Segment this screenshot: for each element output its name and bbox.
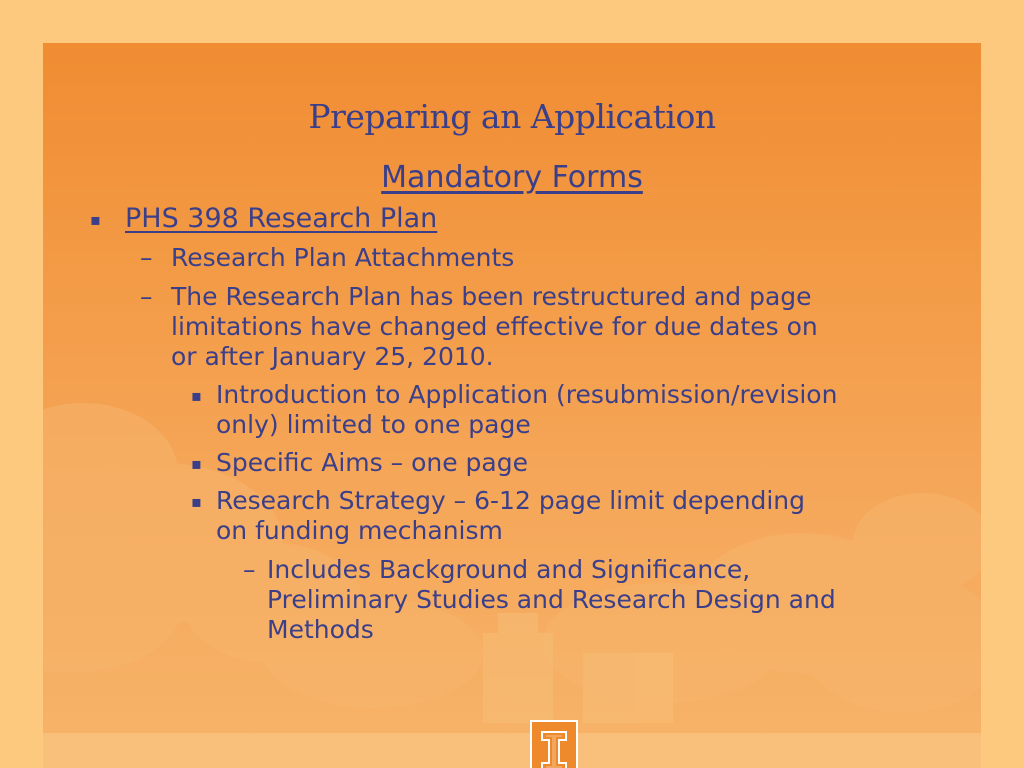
dash-bullet-icon: – [140, 282, 153, 311]
bullet-l1: PHS 398 Research Plan [125, 203, 438, 234]
square-bullet-icon: ▪ [191, 386, 202, 405]
bullet-l4-continued: Preliminary Studies and Research Design and [267, 585, 836, 614]
bullet-l4: Includes Background and Significance, [267, 555, 751, 584]
dash-bullet-icon: – [243, 555, 256, 584]
square-bullet-icon: ▪ [191, 454, 202, 473]
slide-title: Preparing an Application [308, 97, 716, 136]
bullet-l3-continued: only) limited to one page [216, 410, 531, 439]
bullet-l3: Introduction to Application (resubmission/revision [216, 380, 838, 409]
bullet-l4-continued: Methods [267, 615, 374, 644]
square-bullet-icon: ▪ [90, 210, 101, 229]
bullet-l2-continued: or after January 25, 2010. [171, 342, 494, 371]
dash-bullet-icon: – [140, 243, 153, 272]
bullet-l2: The Research Plan has been restructured and page [171, 282, 812, 311]
bullet-l2-continued: limitations have changed effective for due dates on [171, 312, 818, 341]
bullet-l2: Research Plan Attachments [171, 243, 515, 272]
section-heading: Mandatory Forms [381, 160, 643, 195]
bullet-l3: Specific Aims – one page [216, 448, 528, 477]
square-bullet-icon: ▪ [191, 492, 202, 511]
bullet-l3: Research Strategy – 6-12 page limit depending [216, 486, 806, 515]
bullet-l3-continued: on funding mechanism [216, 516, 503, 545]
